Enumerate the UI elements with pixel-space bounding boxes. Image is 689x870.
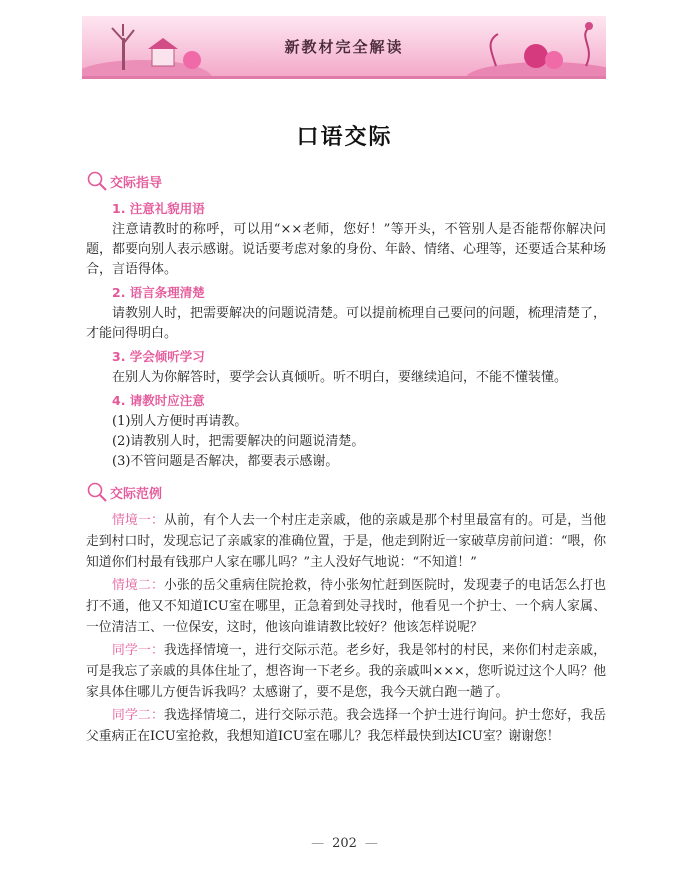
guide-section-heading [86,170,162,192]
examples-content [86,510,606,749]
footer-dash: — [364,836,378,851]
guide-list-item: (2)请教别人时，把需要解决的问题说清楚。 [112,434,365,449]
guide-item-text: 在别人为你解答时，要学会认真倾听。听不明白，要继续追问，不能不懂装懂。 [112,370,568,385]
page-number: 202 [332,836,357,851]
plant-illustration [436,16,606,76]
examples-heading: 交际范例 [110,486,163,502]
footer-dash: — [311,836,325,851]
guide-item-title: 4. 请教时应注意 [112,393,205,408]
magnifier-icon [86,481,108,503]
examples-section-heading [86,481,162,503]
guide-item-title: 2. 语言条理清楚 [112,285,205,300]
guide-content [86,196,606,472]
example-tag: 情境一： [112,513,165,528]
guide-item-title: 3. 学会倾听学习 [112,349,205,364]
guide-heading: 交际指导 [110,175,163,191]
guide-item-text: 注意请教时的称呼，可以用“××老师，您好！”等开头，不管别人是否能帮你解决问题，都要向别人表示感谢。说话要考虑对象的身份、年龄、情绪、心理等，还要适合某种场合，言语得体。 [86,222,607,277]
example-text: 我选择情境一，进行交际示范。老乡好，我是邻村的村民，来你们村走亲戚，可是我忘了亲戚的具体住址了，想咨询一下老乡。我的亲戚叫×××，您听说过这个人吗？他家具体住哪儿方便告诉我吗？太感谢了，要不是您，我今天就白跑一趟了。 [86,643,607,700]
magnifier-icon [86,170,108,192]
example-tag: 同学一： [112,643,165,658]
example-paragraph [86,575,606,638]
guide-list-item: (3)不管问题是否解决，都要表示感谢。 [112,454,339,469]
page-title: 口语交际 [296,124,393,150]
example-text: 从前，有个人去一个村庄走亲戚，他的亲戚是那个村里最富有的。可是，当他走到村口时，发现忘记了亲戚家的准确位置，于是，他走到附近一家破草房前问道：“喂，你知道你们村最有钱那户人家在哪儿吗？”主人没好气地说：“不知道！” [86,513,607,570]
guide-item-title: 1. 注意礼貌用语 [112,201,205,216]
example-tag: 同学二： [112,708,165,723]
example-paragraph [86,640,606,703]
example-text: 小张的岳父重病住院抢救，待小张匆忙赶到医院时，发现妻子的电话怎么打也打不通，他又不知道ICU室在哪里，正急着到处寻找时，他看见一个护士、一个病人家属、一位清洁工、一位保安，这时，他该向谁请教比较好？他该怎样说呢？ [86,578,607,635]
guide-list-item: (1)别人方便时再请教。 [112,414,248,429]
header-banner [82,16,606,79]
example-tag: 情境二： [112,578,165,593]
example-paragraph [86,510,606,573]
banner-title: 新教材完全解读 [284,38,404,56]
example-paragraph [86,705,606,747]
guide-item-text: 请教别人时，把需要解决的问题说清楚。可以提前梳理自己要问的问题，梳理清楚了，才能问得明白。 [86,306,607,341]
page-footer [0,836,689,851]
example-text: 我选择情境二，进行交际示范。我会选择一个护士进行询问。护士您好，我岳父重病正在ICU室抢救，我想知道ICU室在哪儿？我怎样最快到达ICU室？谢谢您！ [86,708,607,744]
